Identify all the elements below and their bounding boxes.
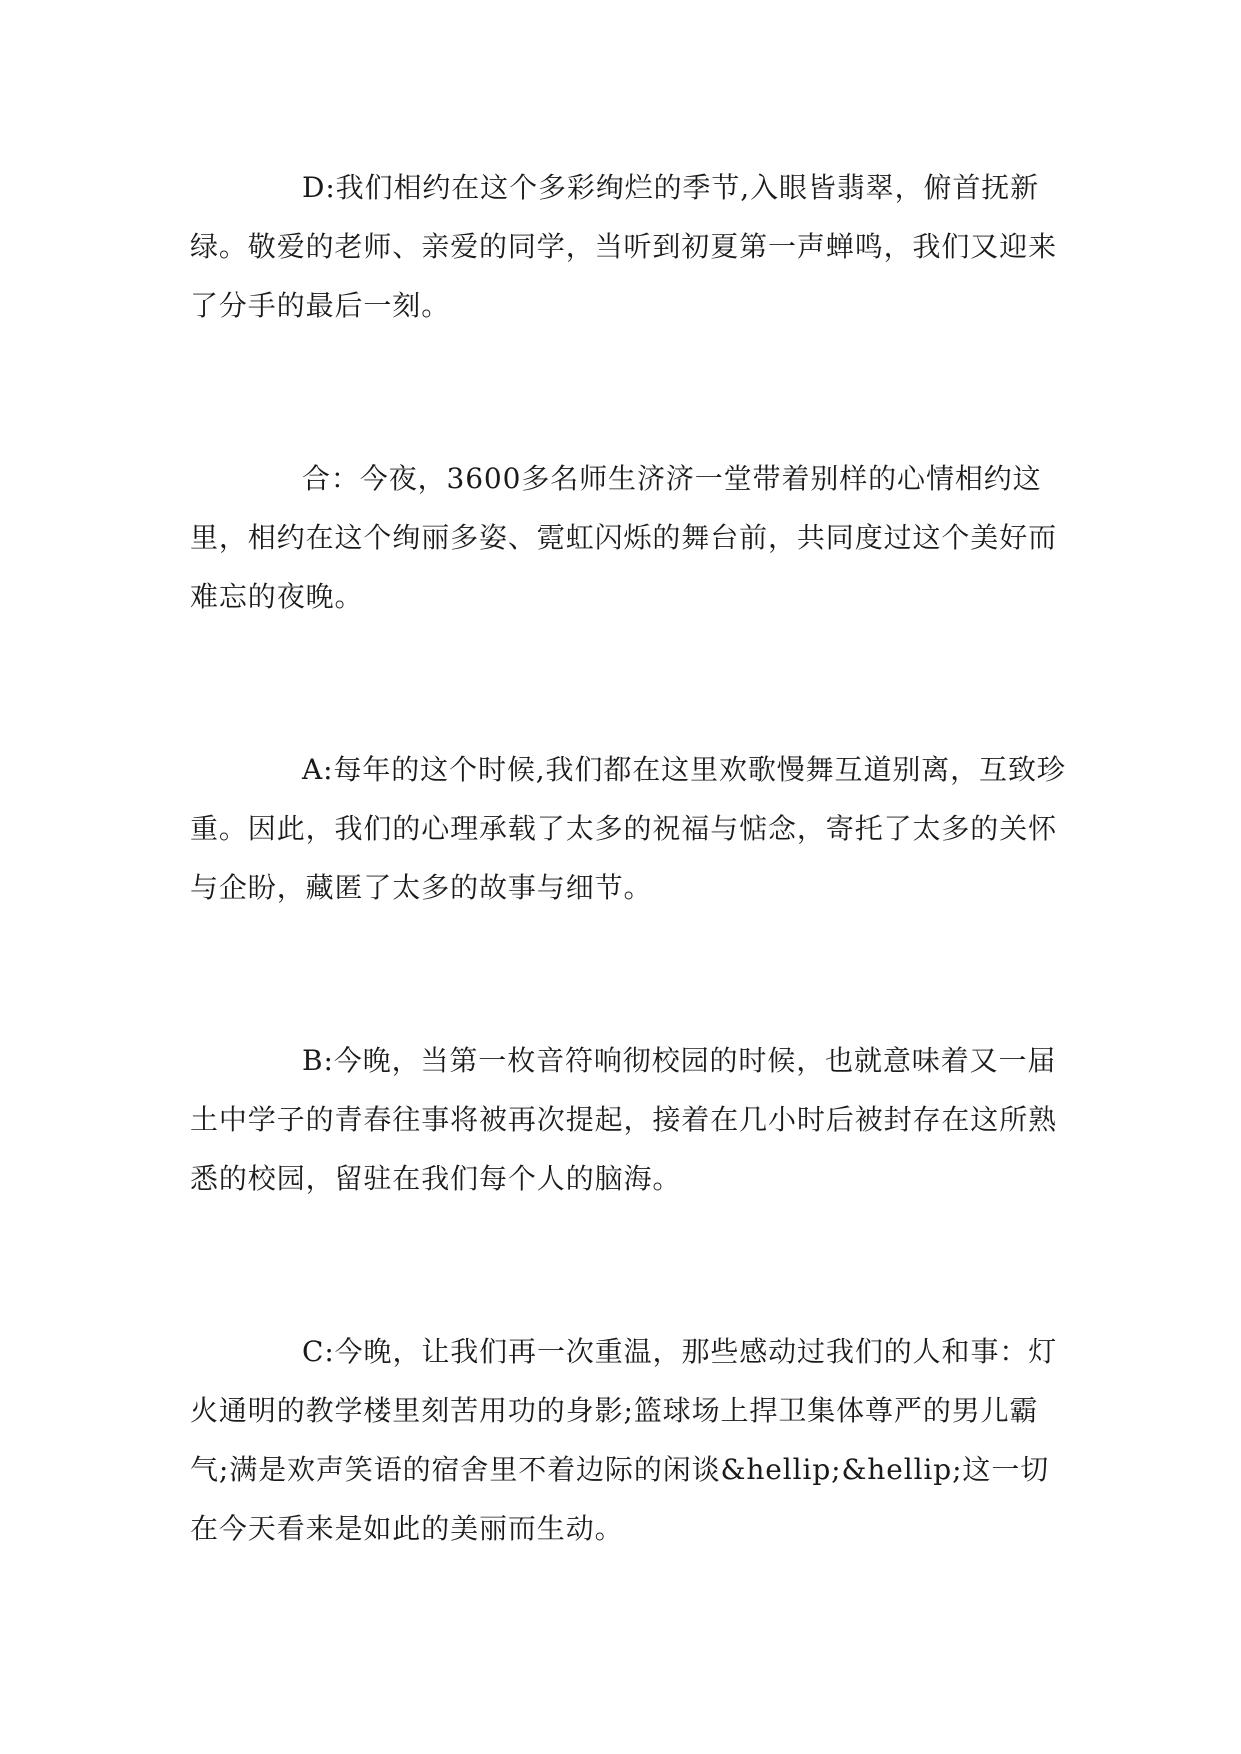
paragraph-b: B:今晚，当第一枚音符响彻校园的时候，也就意味着又一届土中学子的青春往事将被再次提起，接着在几小时后被封存在这所熟悉的校园，留驻在我们每个人的脑海。 bbox=[190, 1044, 1058, 1195]
paragraph-d: D:我们相约在这个多彩绚烂的季节,入眼皆翡翠，俯首抚新绿。敬爱的老师、亲爱的同学，当听到初夏第一声蝉鸣，我们又迎来了分手的最后一刻。 bbox=[190, 171, 1058, 322]
paragraph-c: C:今晚，让我们再一次重温，那些感动过我们的人和事：灯火通明的教学楼里刻苦用功的身影;篮球场上捍卫集体尊严的男儿霸气;满是欢声笑语的宿舍里不着边际的闲谈&hellip;&hellip;这一切在今天看来是如此的美丽而生动。 bbox=[190, 1335, 1058, 1545]
paragraph-together: 合：今夜，3600多名师生济济一堂带着别样的心情相约这里，相约在这个绚丽多姿、霓虹闪烁的舞台前，共同度过这个美好而难忘的夜晚。 bbox=[190, 462, 1058, 613]
paragraph-a: A:每年的这个时候,我们都在这里欢歌慢舞互道别离，互致珍重。因此，我们的心理承载了太多的祝福与惦念，寄托了太多的关怀与企盼，藏匿了太多的故事与细节。 bbox=[190, 753, 1066, 904]
